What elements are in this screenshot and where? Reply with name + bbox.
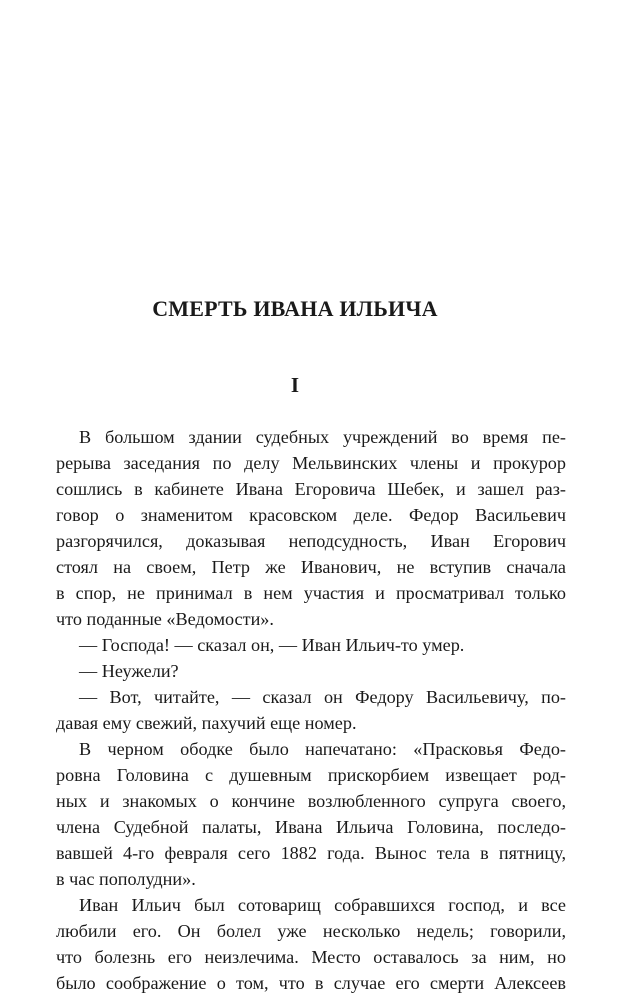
chapter-number: I bbox=[290, 373, 300, 397]
text-line: что поданные «Ведомости». bbox=[56, 609, 274, 629]
text-line: сошлись в кабинете Ивана Егоровича Шебек, и зашел раз- bbox=[56, 479, 566, 499]
text-line: члена Судебной палаты, Ивана Ильича Головина, последо- bbox=[56, 817, 566, 837]
text-line: В черном ободке было напечатано: «Прасковья Федо- bbox=[79, 739, 566, 759]
text-line: говор о знаменитом красовском деле. Федор Васильевич bbox=[56, 505, 566, 525]
text-line: Иван Ильич был сотоварищ собравшихся господ, и все bbox=[79, 895, 566, 915]
text-line: давая ему свежий, пахучий еще номер. bbox=[56, 713, 357, 733]
text-line: ровна Головина с душевным прискорбием извещает род- bbox=[56, 765, 566, 785]
text-line: любили его. Он болел уже несколько недель; говорили, bbox=[56, 921, 566, 941]
text-line: что болезнь его неизлечима. Место оставалось за ним, но bbox=[56, 947, 566, 967]
text-line: вавшей 4-го февраля сего 1882 года. Вынос тела в пятницу, bbox=[56, 843, 566, 863]
text-line: было соображение о том, что в случае его смерти Алексеев bbox=[56, 973, 566, 993]
text-line: — Неужели? bbox=[79, 661, 179, 681]
text-line: стоял на своем, Петр же Иванович, не вступив сначала bbox=[56, 557, 566, 577]
text-line: В большом здании судебных учреждений во время пе- bbox=[79, 427, 566, 447]
body-text bbox=[56, 424, 566, 996]
text-line: рерыва заседания по делу Мельвинских члены и прокурор bbox=[56, 453, 566, 473]
text-line: — Господа! — сказал он, — Иван Ильич-то умер. bbox=[79, 635, 465, 655]
story-title: СМЕРТЬ ИВАНА ИЛЬИЧА bbox=[152, 296, 438, 321]
text-line: разгорячился, доказывая неподсудность, Иван Егорович bbox=[56, 531, 566, 551]
text-line: — Вот, читайте, — сказал он Федору Васильевичу, по- bbox=[79, 687, 566, 707]
text-line: в час пополудни». bbox=[56, 869, 196, 889]
text-line: в спор, не принимал в нем участия и просматривал только bbox=[56, 583, 566, 603]
text-line: ных и знакомых о кончине возлюбленного супруга своего, bbox=[56, 791, 566, 811]
